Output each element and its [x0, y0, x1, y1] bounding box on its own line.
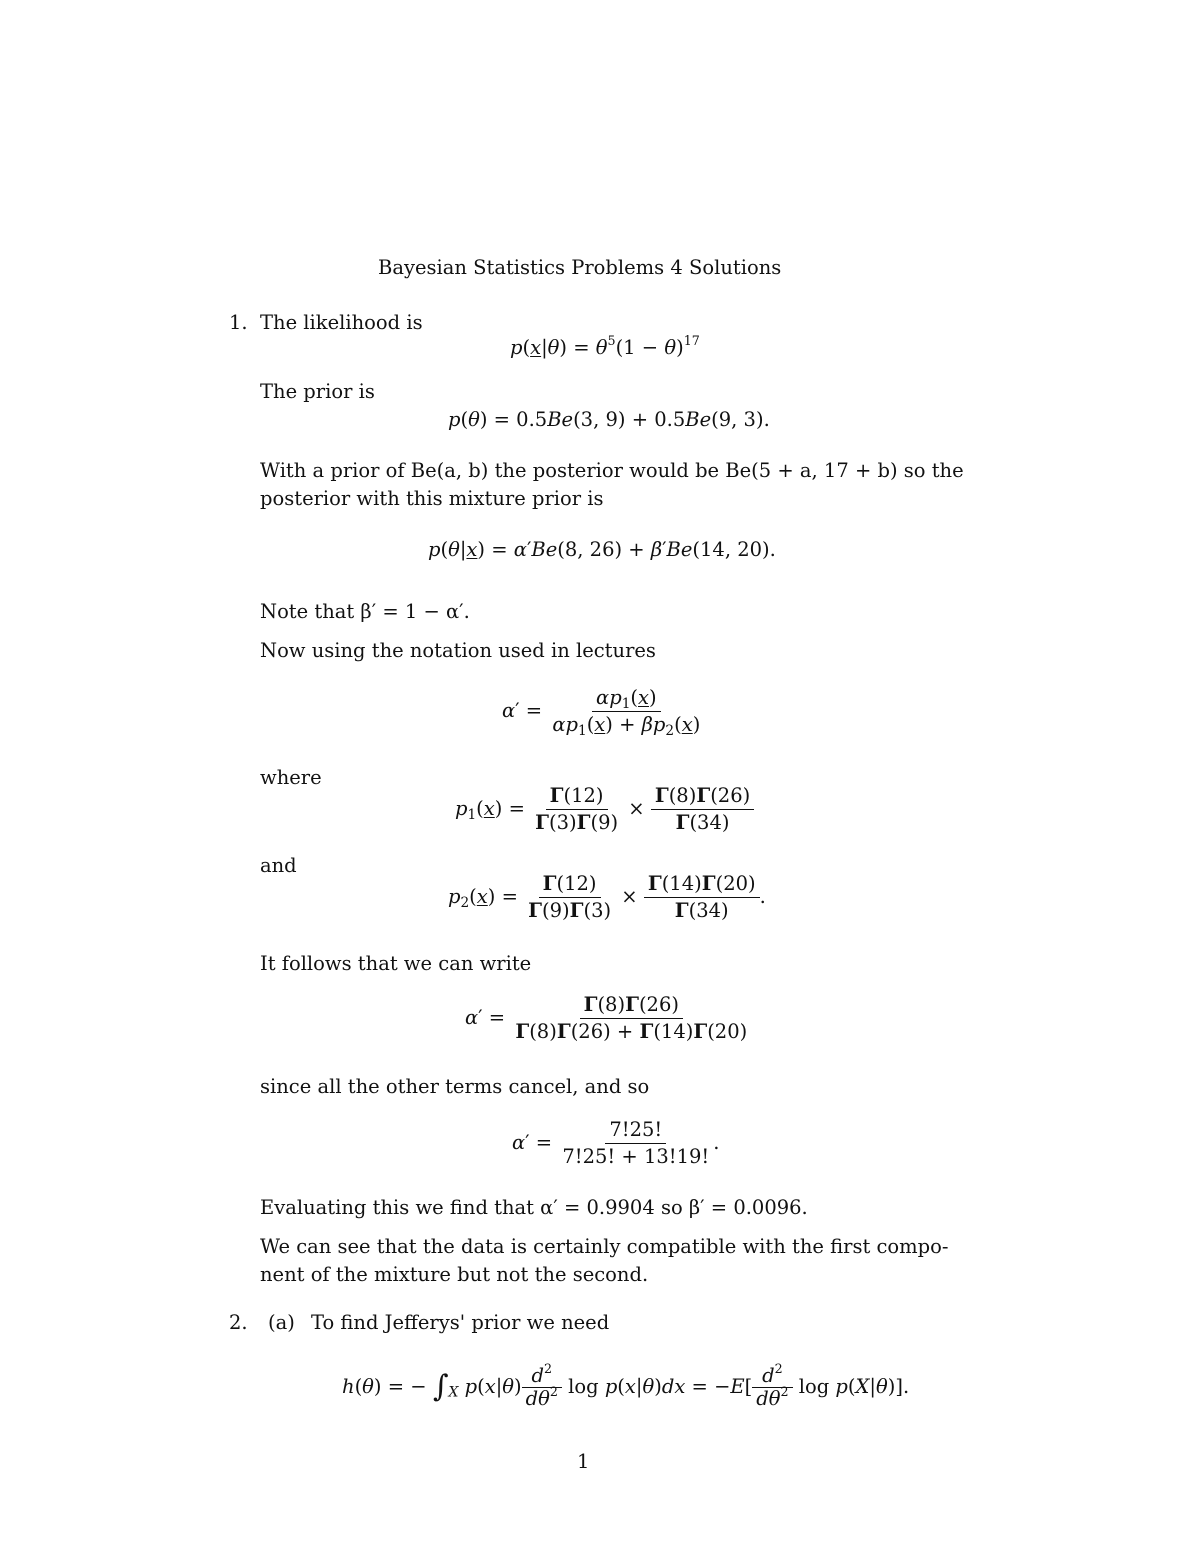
equation-likelihood: $p(x|\theta) = \theta^5(1 - \theta)^{17}$ — [510, 333, 700, 359]
equation-p2: $p_2(x)$ = $\frac{\Gamma(12)}{\Gamma(9)\Gamma(3)}$ × $\frac{\Gamma(14)\Gamma(20)}{\Gamma(34)}$ . — [448, 872, 766, 922]
paragraph: where — [260, 766, 322, 789]
paragraph: It follows that we can write — [260, 952, 532, 975]
paragraph: To find Jefferys' prior we need — [311, 1311, 610, 1334]
equation-fisher-information: h(θ) = − $\int_X$ p(x|θ) $\frac{d^2}{d\theta^2}$ log p(x|θ)dx = −E[ $\frac{d^2}{d\theta^2}$ log p(X|θ)]. — [342, 1361, 910, 1410]
equation-posterior: p(θ|x) = α′Be(8, 26) + β′Be(14, 20). — [428, 538, 776, 561]
paragraph: The prior is — [260, 380, 375, 403]
paragraph: posterior with this mixture prior is — [260, 487, 604, 510]
page-number: 1 — [577, 1450, 590, 1473]
part-label: (a) — [268, 1311, 295, 1334]
page-title: Bayesian Statistics Problems 4 Solutions — [378, 256, 782, 279]
paragraph: The likelihood is — [260, 311, 423, 334]
equation-alpha-prime: α′ = $\frac{\alpha p_1(x)}{\alpha p_1(x) + \beta p_2(x)}$ — [502, 686, 701, 739]
question-number: 1. — [229, 311, 248, 334]
paragraph: Now using the notation used in lectures — [260, 639, 656, 662]
question-number: 2. — [229, 1311, 248, 1334]
equation-alpha-factorial: α′ = $\frac{7!25!}{7!25! + 13!19!}$ . — [512, 1118, 720, 1168]
equation-p1: $p_1(x)$ = $\frac{\Gamma(12)}{\Gamma(3)\Gamma(9)}$ × $\frac{\Gamma(8)\Gamma(26)}{\Gamma(34)}$ — [455, 786, 754, 832]
paragraph: nent of the mixture but not the second. — [260, 1263, 649, 1286]
paragraph: since all the other terms cancel, and so — [260, 1075, 650, 1098]
paragraph: We can see that the data is certainly compatible with the first compo- — [260, 1235, 949, 1258]
paragraph: and — [260, 854, 297, 877]
paragraph: Evaluating this we find that α′ = 0.9904 so β′ = 0.0096. — [260, 1196, 808, 1219]
equation-prior: p(θ) = 0.5Be(3, 9) + 0.5Be(9, 3). — [448, 408, 770, 431]
paragraph: Note that β′ = 1 − α′. — [260, 600, 470, 623]
equation-alpha-gamma: α′ = $\frac{\Gamma(8)\Gamma(26)}{\Gamma(8)\Gamma(26) + \Gamma(14)\Gamma(20)}$ — [465, 993, 748, 1043]
paragraph: With a prior of Be(a, b) the posterior would be Be(5 + a, 17 + b) so the — [260, 459, 964, 482]
